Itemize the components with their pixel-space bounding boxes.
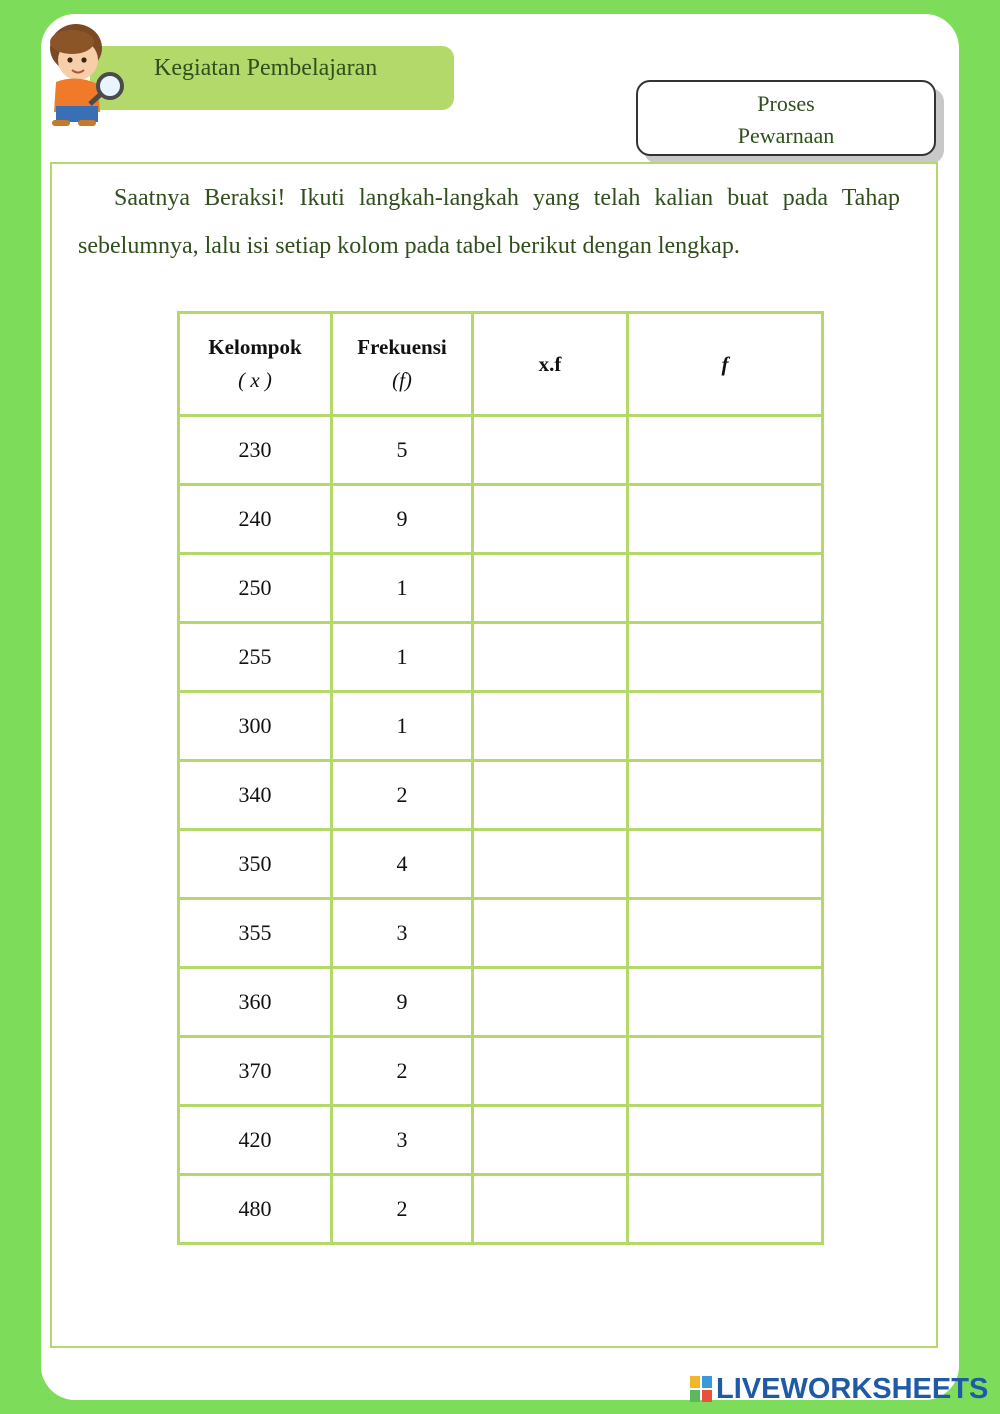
logo-text: LIVEWORKSHEETS bbox=[716, 1372, 989, 1405]
cell-kelompok: 355 bbox=[179, 899, 332, 968]
cell-xf-input[interactable] bbox=[473, 692, 628, 761]
table-row bbox=[179, 761, 823, 830]
cell-kelompok: 360 bbox=[179, 968, 332, 1037]
cell-f-input[interactable] bbox=[628, 761, 823, 830]
cell-f-input[interactable] bbox=[628, 899, 823, 968]
table-body bbox=[179, 416, 823, 1244]
table-row bbox=[179, 1106, 823, 1175]
table-row bbox=[179, 623, 823, 692]
cell-xf-input[interactable] bbox=[473, 1175, 628, 1244]
cell-xf-input[interactable] bbox=[473, 968, 628, 1037]
boy-with-magnifier-icon bbox=[38, 20, 138, 130]
proses-label-box bbox=[636, 80, 936, 156]
cell-kelompok: 250 bbox=[179, 554, 332, 623]
cell-kelompok: 480 bbox=[179, 1175, 332, 1244]
cell-frekuensi: 2 bbox=[332, 761, 473, 830]
cell-xf-input[interactable] bbox=[473, 761, 628, 830]
cell-kelompok: 255 bbox=[179, 623, 332, 692]
cell-frekuensi: 4 bbox=[332, 830, 473, 899]
cell-kelompok: 230 bbox=[179, 416, 332, 485]
cell-f-input[interactable] bbox=[628, 1175, 823, 1244]
liveworksheets-logo bbox=[690, 1374, 988, 1404]
cell-xf-input[interactable] bbox=[473, 830, 628, 899]
proses-line-2: Pewarnaan bbox=[737, 123, 835, 148]
table-header-row bbox=[179, 313, 823, 416]
table-row bbox=[179, 485, 823, 554]
cell-kelompok: 340 bbox=[179, 761, 332, 830]
cell-frekuensi: 1 bbox=[332, 623, 473, 692]
liveworksheets-mark-icon bbox=[690, 1376, 712, 1402]
cell-f-input[interactable] bbox=[628, 485, 823, 554]
table-row bbox=[179, 899, 823, 968]
table-row bbox=[179, 968, 823, 1037]
table-row bbox=[179, 830, 823, 899]
header-frekuensi-sub: (f) bbox=[392, 368, 412, 392]
cell-kelompok: 420 bbox=[179, 1106, 332, 1175]
header-kelompok bbox=[179, 313, 332, 416]
header-xf bbox=[473, 313, 628, 416]
cell-frekuensi: 2 bbox=[332, 1037, 473, 1106]
cell-f-input[interactable] bbox=[628, 554, 823, 623]
cell-f-input[interactable] bbox=[628, 968, 823, 1037]
cell-xf-input[interactable] bbox=[473, 899, 628, 968]
cell-f-input[interactable] bbox=[628, 1106, 823, 1175]
cell-kelompok: 370 bbox=[179, 1037, 332, 1106]
cell-xf-input[interactable] bbox=[473, 1037, 628, 1106]
cell-frekuensi: 9 bbox=[332, 485, 473, 554]
header-kelompok-label: Kelompok bbox=[208, 335, 302, 359]
cell-frekuensi: 1 bbox=[332, 554, 473, 623]
table-row bbox=[179, 1175, 823, 1244]
instruction-text: Saatnya Beraksi! Ikuti langkah-langkah yang telah kalian buat pada Tahap sebelumnya, lalu isi setiap kolom pada tabel berikut dengan lengkap. bbox=[78, 185, 900, 259]
cell-kelompok: 240 bbox=[179, 485, 332, 554]
table-row bbox=[179, 1037, 823, 1106]
banner-title: Kegiatan Pembelajaran bbox=[154, 55, 378, 81]
cell-xf-input[interactable] bbox=[473, 623, 628, 692]
header-xf-label: x.f bbox=[538, 351, 562, 376]
cell-f-input[interactable] bbox=[628, 830, 823, 899]
header-f bbox=[628, 313, 823, 416]
cell-f-input[interactable] bbox=[628, 623, 823, 692]
table-row bbox=[179, 692, 823, 761]
cell-xf-input[interactable] bbox=[473, 554, 628, 623]
proses-line-1: Proses bbox=[757, 91, 815, 116]
cell-frekuensi: 9 bbox=[332, 968, 473, 1037]
cell-xf-input[interactable] bbox=[473, 485, 628, 554]
cell-frekuensi: 3 bbox=[332, 1106, 473, 1175]
cell-kelompok: 350 bbox=[179, 830, 332, 899]
cell-frekuensi: 3 bbox=[332, 899, 473, 968]
header-f-label: f bbox=[721, 351, 729, 376]
header-frekuensi-label: Frekuensi bbox=[357, 335, 447, 359]
cell-xf-input[interactable] bbox=[473, 416, 628, 485]
frequency-table bbox=[177, 311, 824, 1245]
cell-xf-input[interactable] bbox=[473, 1106, 628, 1175]
cell-kelompok: 300 bbox=[179, 692, 332, 761]
cell-frekuensi: 5 bbox=[332, 416, 473, 485]
header-kelompok-sub: ( x ) bbox=[238, 368, 272, 392]
activity-banner bbox=[90, 46, 454, 110]
header-frekuensi bbox=[332, 313, 473, 416]
table-row bbox=[179, 416, 823, 485]
cell-f-input[interactable] bbox=[628, 692, 823, 761]
cell-frekuensi: 1 bbox=[332, 692, 473, 761]
cell-frekuensi: 2 bbox=[332, 1175, 473, 1244]
cell-f-input[interactable] bbox=[628, 416, 823, 485]
table-row bbox=[179, 554, 823, 623]
cell-f-input[interactable] bbox=[628, 1037, 823, 1106]
